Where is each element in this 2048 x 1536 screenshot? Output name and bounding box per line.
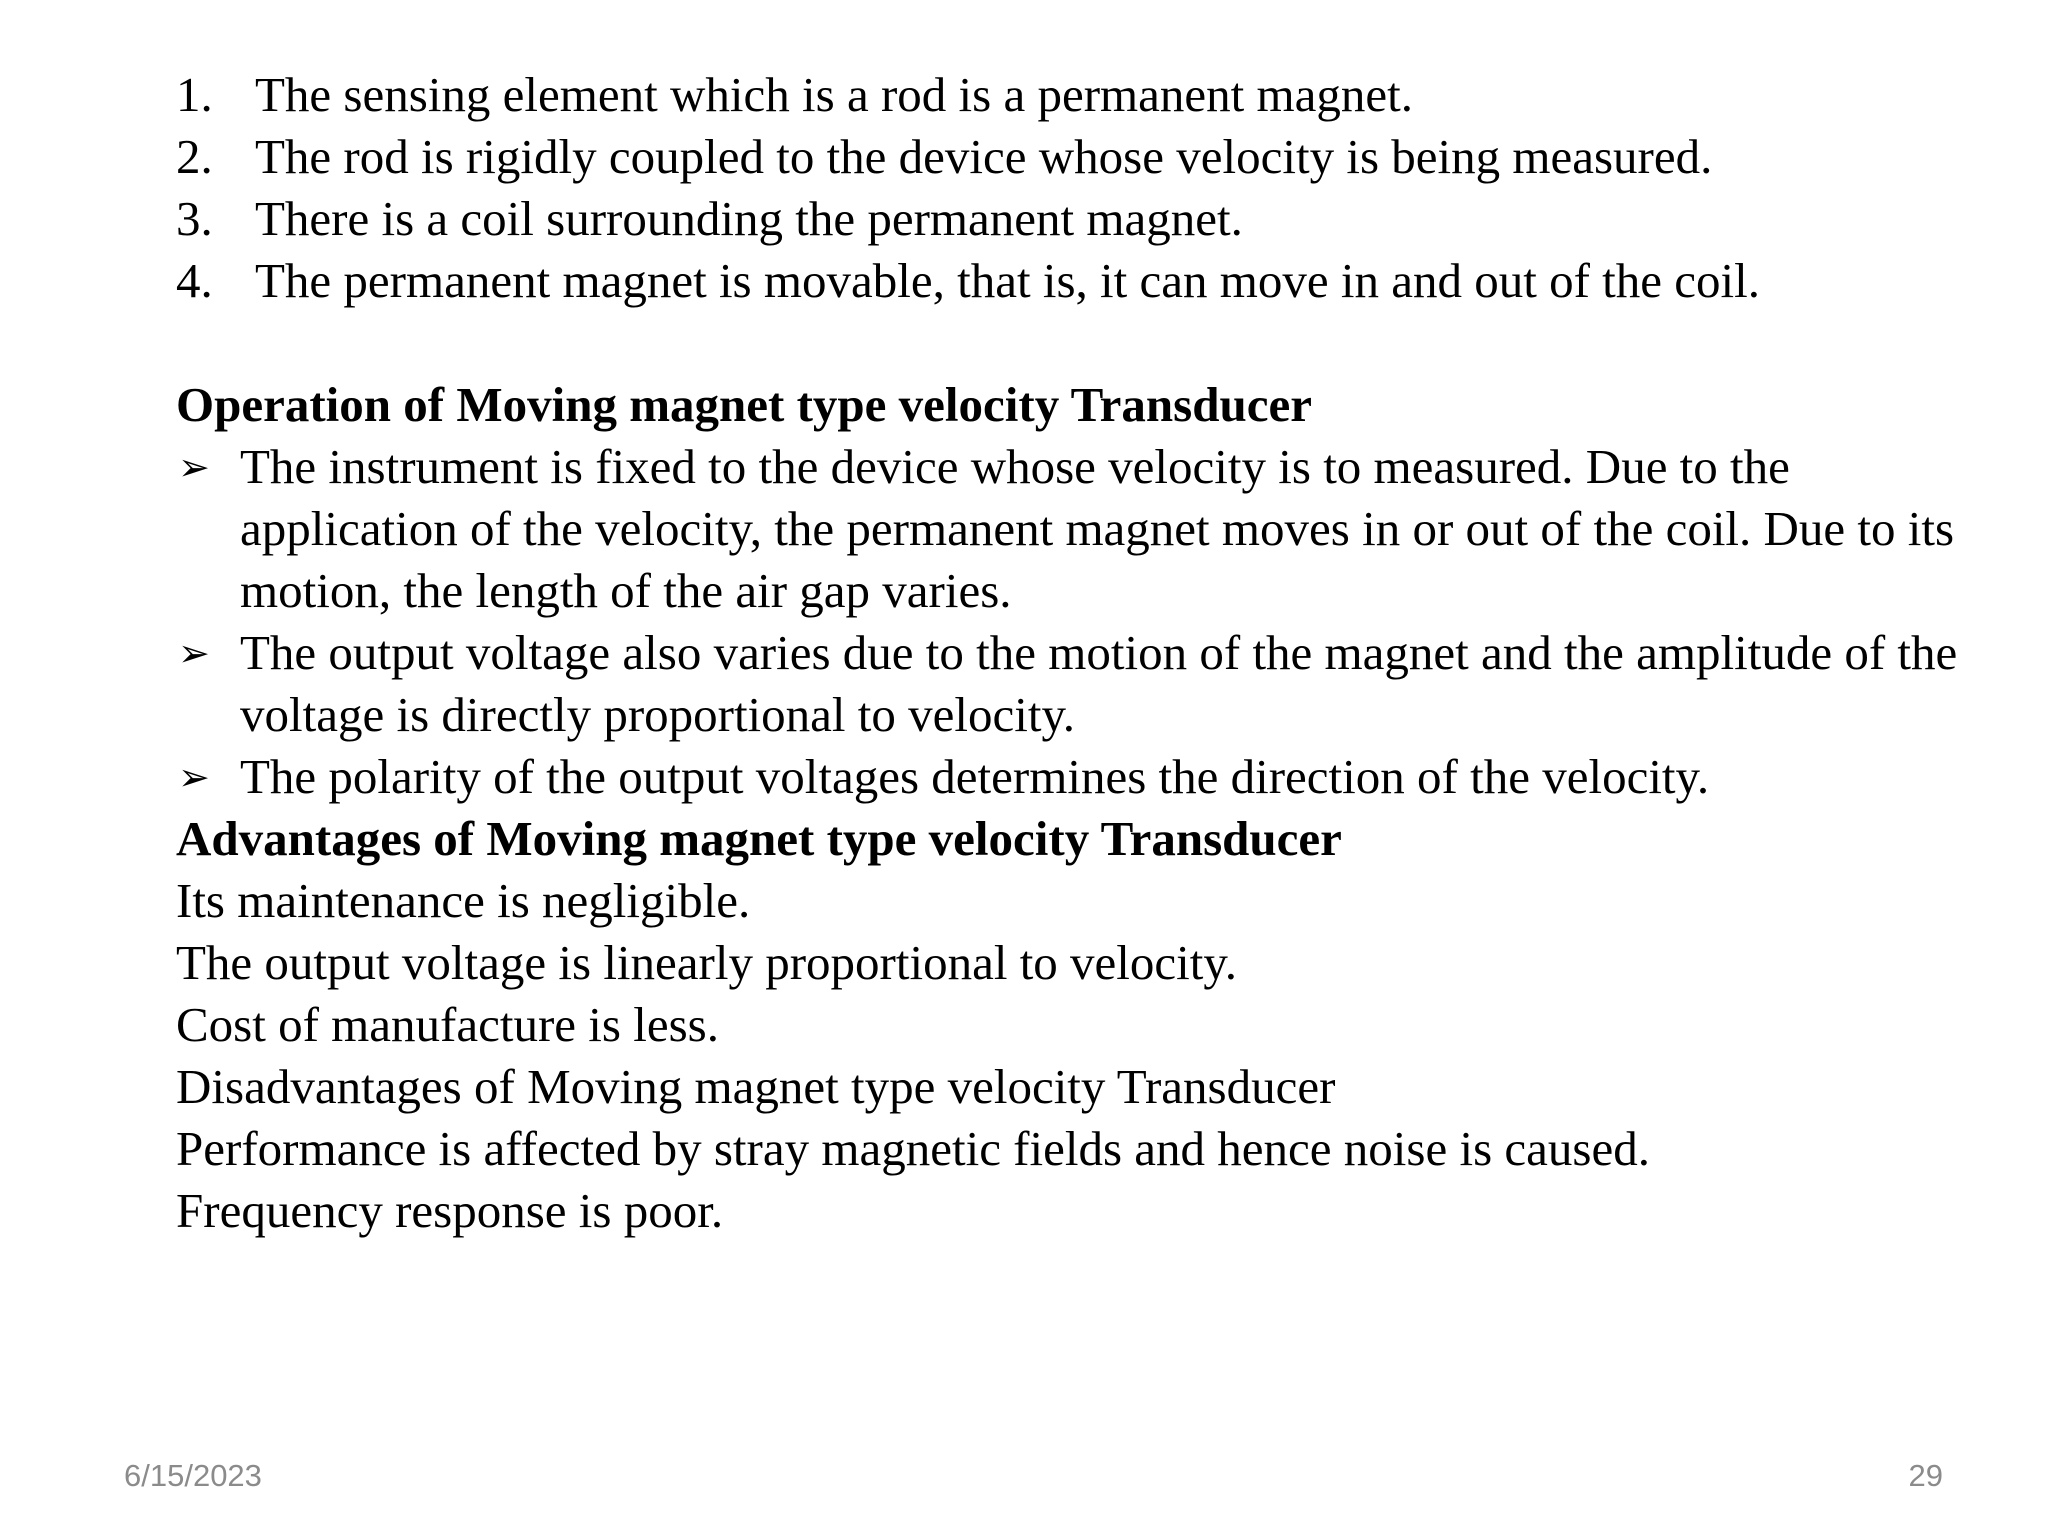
item-text: There is a coil surrounding the permanent magnet.: [255, 191, 1243, 246]
operation-bullets: [176, 436, 1976, 808]
item-text: The permanent magnet is movable, that is, it can move in and out of the coil.: [255, 253, 1760, 308]
slide-body: [176, 64, 1976, 1242]
list-item: [176, 188, 1976, 250]
item-text: The sensing element which is a rod is a permanent magnet.: [255, 67, 1413, 122]
bullet-item: [176, 436, 1976, 622]
list-item: [176, 250, 1976, 312]
footer-date: 6/15/2023: [124, 1458, 262, 1493]
bullet-text: The output voltage also varies due to the motion of the magnet and the amplitude of the voltage is directly proportional to velocity.: [240, 625, 1958, 742]
disadvantage-item: Performance is affected by stray magnetic fields and hence noise is caused.: [176, 1121, 1650, 1176]
bullet-item: [176, 746, 1976, 808]
item-number: 2.: [176, 129, 213, 184]
arrow-bullet-icon: ➢: [178, 631, 210, 675]
advantage-item: The output voltage is linearly proportional to velocity.: [176, 935, 1237, 990]
bullet-text: The polarity of the output voltages determines the direction of the velocity.: [240, 749, 1710, 804]
footer-page-number: 29: [1908, 1458, 1943, 1493]
item-text: The rod is rigidly coupled to the device whose velocity is being measured.: [255, 129, 1713, 184]
construction-list: [176, 64, 1976, 312]
bullet-text: The instrument is fixed to the device whose velocity is to measured. Due to the application of the velocity, the permanent magnet moves in or out of the coil. Due to its motion, the length of the air gap varies.: [240, 439, 1955, 618]
arrow-bullet-icon: ➢: [178, 755, 210, 799]
advantages-heading: Advantages of Moving magnet type velocity Transducer: [176, 811, 1342, 866]
item-number: 1.: [176, 67, 213, 122]
disadvantages-heading: Disadvantages of Moving magnet type velocity Transducer: [176, 1059, 1336, 1114]
advantage-item: Cost of manufacture is less.: [176, 997, 719, 1052]
advantage-item: Its maintenance is negligible.: [176, 873, 751, 928]
item-number: 3.: [176, 191, 213, 246]
disadvantage-item: Frequency response is poor.: [176, 1183, 724, 1238]
arrow-bullet-icon: ➢: [178, 445, 210, 489]
bullet-item: [176, 622, 1976, 746]
list-item: [176, 126, 1976, 188]
spacer: [176, 312, 1976, 374]
list-item: [176, 64, 1976, 126]
item-number: 4.: [176, 253, 213, 308]
operation-heading: Operation of Moving magnet type velocity Transducer: [176, 377, 1312, 432]
